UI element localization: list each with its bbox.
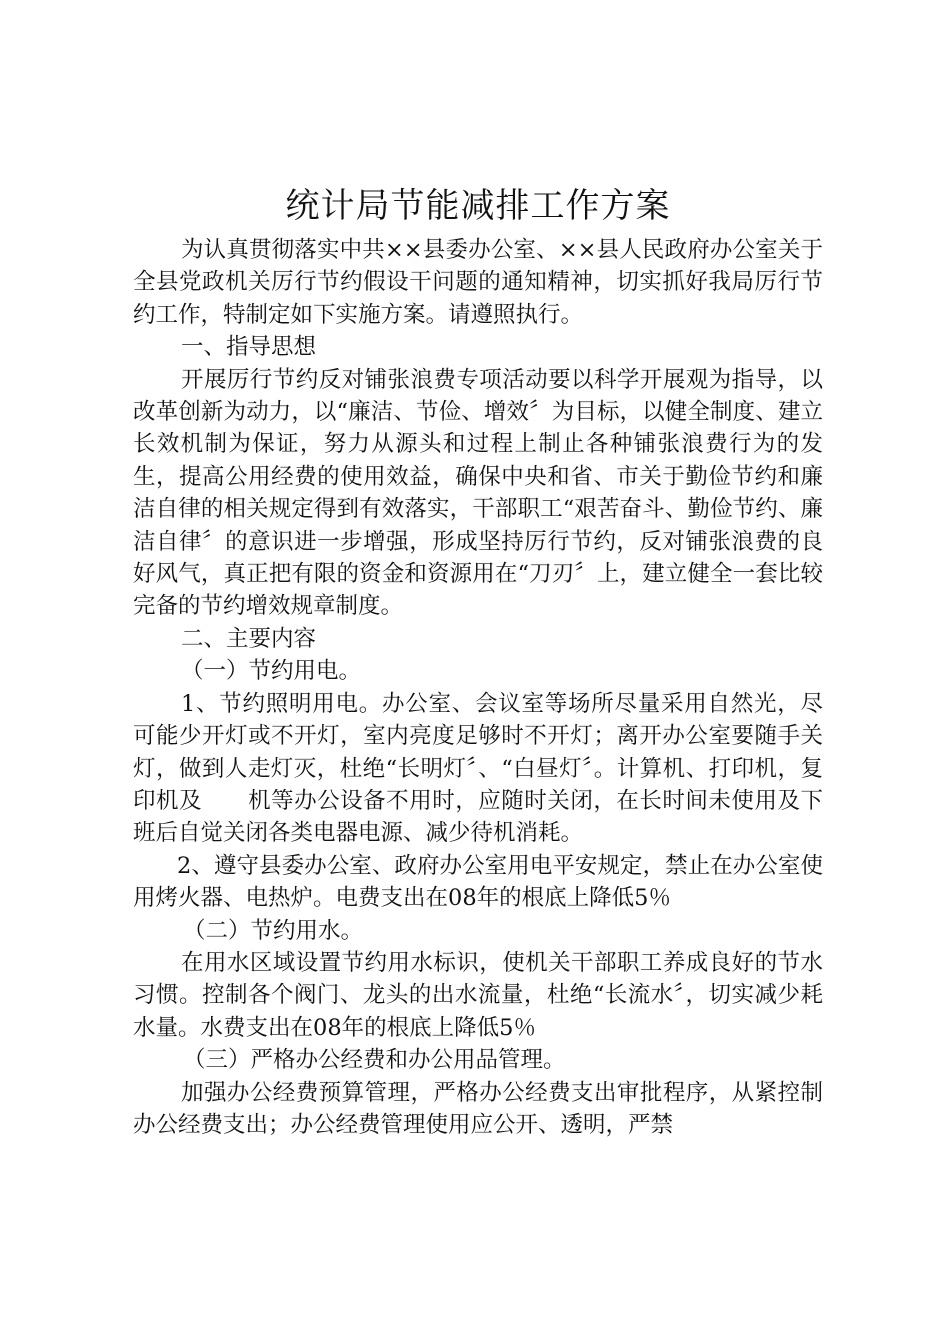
subsection-heading-save-electricity: （一）节约用电。: [181, 658, 362, 685]
lighting-paragraph: 1、节约照明用电。办公室、会议室等场所尽量采用自然光，尽可能少开灯或不开灯，室内亮度足够时不开灯；离开办公室要随手关灯，做到人走灯灭，杜绝“长明灯〞、“白昼灯〞。计算机、打印机，复印机及 机等办公设备不用时，应随时关闭，在长时间未使用及下班后自觉关闭各类电器电源、减少待机消耗。: [133, 690, 823, 847]
intro-paragraph: 为认真贯彻落实中共××县委办公室、××县人民政府办公室关于全县党政机关厉行节约假设干问题的通知精神，切实抓好我局厉行节约工作，特制定如下实施方案。请遵照执行。: [133, 237, 823, 328]
subsection-heading-office-expenses: （三）严格办公经费和办公用品管理。: [183, 1047, 566, 1074]
document-title: 统计局节能减排工作方案: [285, 186, 671, 226]
document-page: [133, 178, 823, 1141]
guiding-ideology-paragraph: 开展厉行节约反对铺张浪费专项活动要以科学开展观为指导，以改革创新为动力，以“廉洁、节俭、增效〞为目标，以健全制度、建立长效机制为保证，努力从源头和过程上制止各种铺张浪费行为的发生，提高公用经费的使用效益，确保中央和省、市关于勤俭节约和廉洁自律的相关规定得到有效落实，干部职工“艰苦奋斗、勤俭节约、廉洁自律〞的意识进一步增强，形成坚持厉行节约，反对铺张浪费的良好风气，真正把有限的资金和资源用在“刀刃〞上，建立健全一套比较完备的节约增效规章制度。: [133, 366, 823, 620]
section-heading-main-content: 二、主要内容: [181, 625, 317, 652]
subsection-heading-save-water: （二）节约用水。: [183, 917, 364, 944]
electricity-safety-paragraph: 2、遵守县委办公室、政府办公室用电平安规定，禁止在办公室使用烤火器、电热炉。电费支出在08年的根底上降低5％: [133, 852, 823, 912]
section-heading-guiding-ideology: 一、指导思想: [181, 334, 317, 361]
water-paragraph: 在用水区域设置节约用水标识，使机关干部职工养成良好的节水习惯。控制各个阀门、龙头的出水流量，杜绝“长流水〞，切实减少耗水量。水费支出在08年的根底上降低5％: [133, 949, 823, 1041]
office-expenses-paragraph: 加强办公经费预算管理，严格办公经费支出审批程序，从紧控制办公经费支出；办公经费管理使用应公开、透明，严禁: [133, 1079, 823, 1138]
